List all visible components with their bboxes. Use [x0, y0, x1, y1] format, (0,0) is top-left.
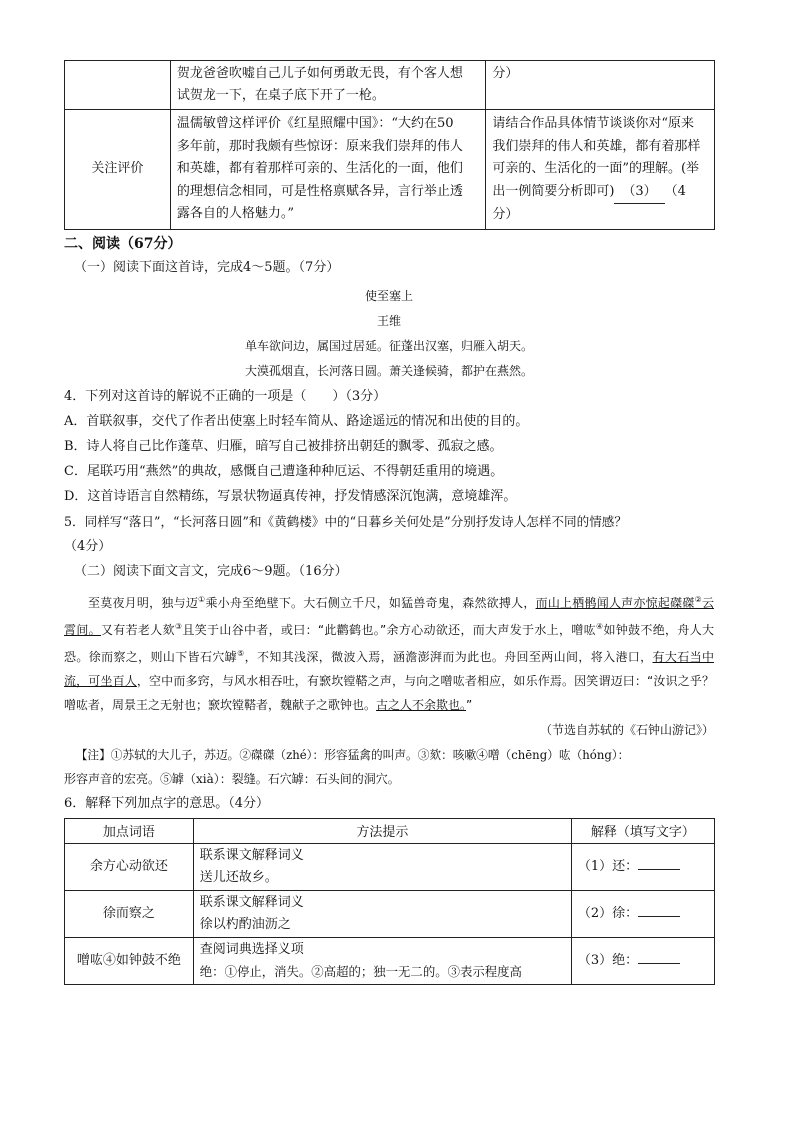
cell-line: 贺龙爸爸吹嘘自己儿子如何勇敢无畏，有个客人想: [176, 65, 463, 81]
hint-line: 送儿还故乡。: [199, 869, 278, 885]
table-cell: [170, 61, 485, 110]
hint-line: 徐以杓酌油沥之: [199, 916, 291, 932]
answer-label: （1）还：: [577, 858, 639, 874]
option-c[interactable]: C．尾联巧用“燕然”的典故，感慨自己遭逢种种厄运、不得朝廷重用的境遇。: [64, 463, 504, 479]
underlined-sentence: 有大石当中流，可坐百人: [64, 649, 714, 688]
part2-intro: （二）阅读下面文言文，完成6～9题。（16分）: [74, 563, 348, 579]
option-d[interactable]: D．这首诗语言自然精练，写景状物逼真传神，抒发情感深沉饱满，意境雄浑。: [64, 488, 517, 504]
column-header: 解释（填写文字）: [571, 818, 714, 843]
table-cell: [170, 110, 485, 230]
cell-text: 出一例简要分析即可): [492, 183, 615, 199]
cell-line: 可亲的、生活化的一面”的理解。(举: [492, 161, 700, 176]
classical-passage: [64, 588, 714, 717]
word-cell: 徐而察之: [65, 890, 194, 937]
passage-source: （节选自苏轼的《石钟山游记》）: [539, 722, 714, 737]
answer-cell[interactable]: [571, 890, 714, 937]
passage-text: ，不知其浅深，微波入焉，涵澹澎湃而为此也。舟回至两山间，将入港口，: [244, 649, 653, 664]
answer-cell[interactable]: [571, 843, 714, 890]
dotted-char: 正: [215, 388, 229, 404]
word-cell: 噌吰④如钟鼓不绝: [65, 937, 194, 984]
passage-text: 且笑于山谷中者，或曰：“此鹳鹤也。”余方心动欲还，而大声发于水上，噌吰: [182, 622, 596, 637]
question-table-1: [64, 60, 715, 230]
annotation-line: 形容声音的宏亮。⑤罅（xià）：裂缝。石穴罅：石头间的洞穴。: [64, 771, 400, 786]
cell-line: 和英雄，都有着那样可亲的、生活化的一面，他们: [176, 161, 463, 176]
cell-line: 我们崇拜的伟人和英雄，都有着那样: [492, 138, 701, 154]
table-row: [65, 890, 715, 937]
hint-cell: [193, 937, 571, 984]
passage-text: 乘小舟至绝壁下。大石侧立千尺，如猛兽奇鬼，森然欲搏人，: [205, 595, 536, 610]
passage-text: 又有若老人欬: [100, 622, 175, 637]
cell-line: 温儒敏曾这样评价《红星照耀中国》：“大约在50: [176, 116, 454, 131]
footnote-mark: ④: [595, 621, 604, 631]
hint-cell: [193, 843, 571, 890]
hint-line: 绝：①停止，消失。②高超的；独一无二的。③表示程度高: [199, 963, 522, 979]
passage-text: ，空中而多窍，与风水相吞吐，有窾坎镗鞳之声，与向之噌吰者相应，如乐作焉。因笑谓迈曰：“汝识之乎？噌吰者，周景王之无射也；窾坎镗鞳者，魏献子之歌钟也。: [64, 673, 714, 712]
answer-blank[interactable]: [638, 903, 680, 917]
option-a[interactable]: A．首联叙事，交代了作者出使塞上时轻车简从、路途遥远的情况和出使的目的。: [64, 413, 529, 429]
footnote-mark: ①: [198, 594, 206, 604]
exam-page: [64, 60, 714, 985]
poem-title: 使至塞上: [364, 288, 413, 303]
table-row: [65, 937, 715, 984]
answer-blank[interactable]: [638, 856, 680, 870]
table-cell: [486, 110, 715, 230]
cell-line: 请结合作品具体情节谈谈你对“原来: [492, 116, 694, 131]
hint-line: 联系课文解释词义: [199, 847, 304, 863]
score-label: （4: [664, 183, 686, 199]
stem-text: 4．下列对这首诗的解说不: [64, 388, 216, 404]
dotted-char: 确: [228, 388, 242, 404]
section-title: 二、阅读（67分）: [64, 235, 182, 252]
footnote-mark: ⑤: [237, 648, 245, 658]
table-cell: 分）: [486, 61, 715, 110]
poem-line: 大漠孤烟直，长河落日圆。萧关逢候骑，都护在燕然。: [244, 363, 533, 378]
poem-author: 王维: [376, 313, 401, 328]
passage-text: 至莫夜月明，独与迈: [88, 595, 199, 610]
cell-line: 分）: [492, 207, 519, 222]
underlined-sentence: 古之人不余欺也。: [376, 697, 467, 712]
footnote-mark: ②: [694, 594, 702, 604]
question-6-table: [64, 818, 715, 985]
column-header: 加点词语: [65, 818, 194, 843]
answer-blank[interactable]: [638, 950, 680, 964]
question-6-title: 6．解释下列加点字的意思。（4分）: [64, 795, 270, 811]
question-4-stem: [64, 384, 714, 409]
question-5-line: （4分）: [64, 538, 112, 554]
cell-line: 的理想信念相同，可是性格禀赋各异，言行举止透: [176, 183, 463, 199]
passage-text: 云霄间。: [64, 595, 714, 637]
stem-text: 的一项是（ ）（3分）: [241, 388, 387, 404]
part1-intro: （一）阅读下面这首诗，完成4～5题。（7分）: [74, 259, 340, 275]
answer-cell[interactable]: [571, 937, 714, 984]
answer-label: （3）绝：: [577, 952, 639, 968]
table-cell: 关注评价: [65, 110, 171, 230]
table-cell: [65, 61, 171, 110]
passage-text: 而山上栖鹘闻人声亦惊起磔磔: [535, 595, 695, 610]
cell-line: [492, 181, 708, 205]
cell-line: 多年前，那时我颇有些惊讶：原来我们崇拜的伟人: [176, 138, 463, 154]
answer-blank[interactable]: （3）: [614, 181, 664, 205]
annotation-line: 【注】①苏轼的大儿子，苏迈。②磔磔（zhé）：形容猛禽的叫声。③欬：咳嗽④噌（chēng）吰（hóng）：: [75, 747, 630, 762]
table-header-row: [65, 818, 715, 843]
hint-line: 联系课文解释词义: [199, 894, 304, 910]
table-row: [65, 61, 715, 110]
passage-text: 如钟鼓不绝，舟人大恐。徐而察之，则山下皆石穴罅: [64, 622, 715, 664]
cell-line: 露各自的人格魅力。”: [176, 206, 295, 221]
cell-line: 试贺龙一下，在桌子底下开了一枪。: [176, 88, 385, 103]
hint-cell: [193, 890, 571, 937]
answer-label: （2）徐：: [577, 905, 639, 921]
footnote-mark: ③: [174, 621, 183, 631]
word-cell: 余方心动欲还: [65, 843, 194, 890]
column-header: 方法提示: [193, 818, 571, 843]
table-row: [65, 843, 715, 890]
option-b[interactable]: B．诗人将自己比作蓬草、归雁，暗写自己被排挤出朝廷的飘零、孤寂之感。: [64, 438, 503, 454]
poem-line: 单车欲问边，属国过居延。征蓬出汉塞，归雁入胡天。: [244, 338, 533, 353]
passage-text: ”: [466, 697, 473, 712]
hint-line: 查阅词典选择义项: [199, 941, 304, 957]
table-row: [65, 110, 715, 230]
question-5-line: 5．同样写“落日”，“长河落日圆”和《黄鹤楼》中的“日暮乡关何处是”分别抒发诗人怎样不同的情感？: [64, 513, 627, 529]
